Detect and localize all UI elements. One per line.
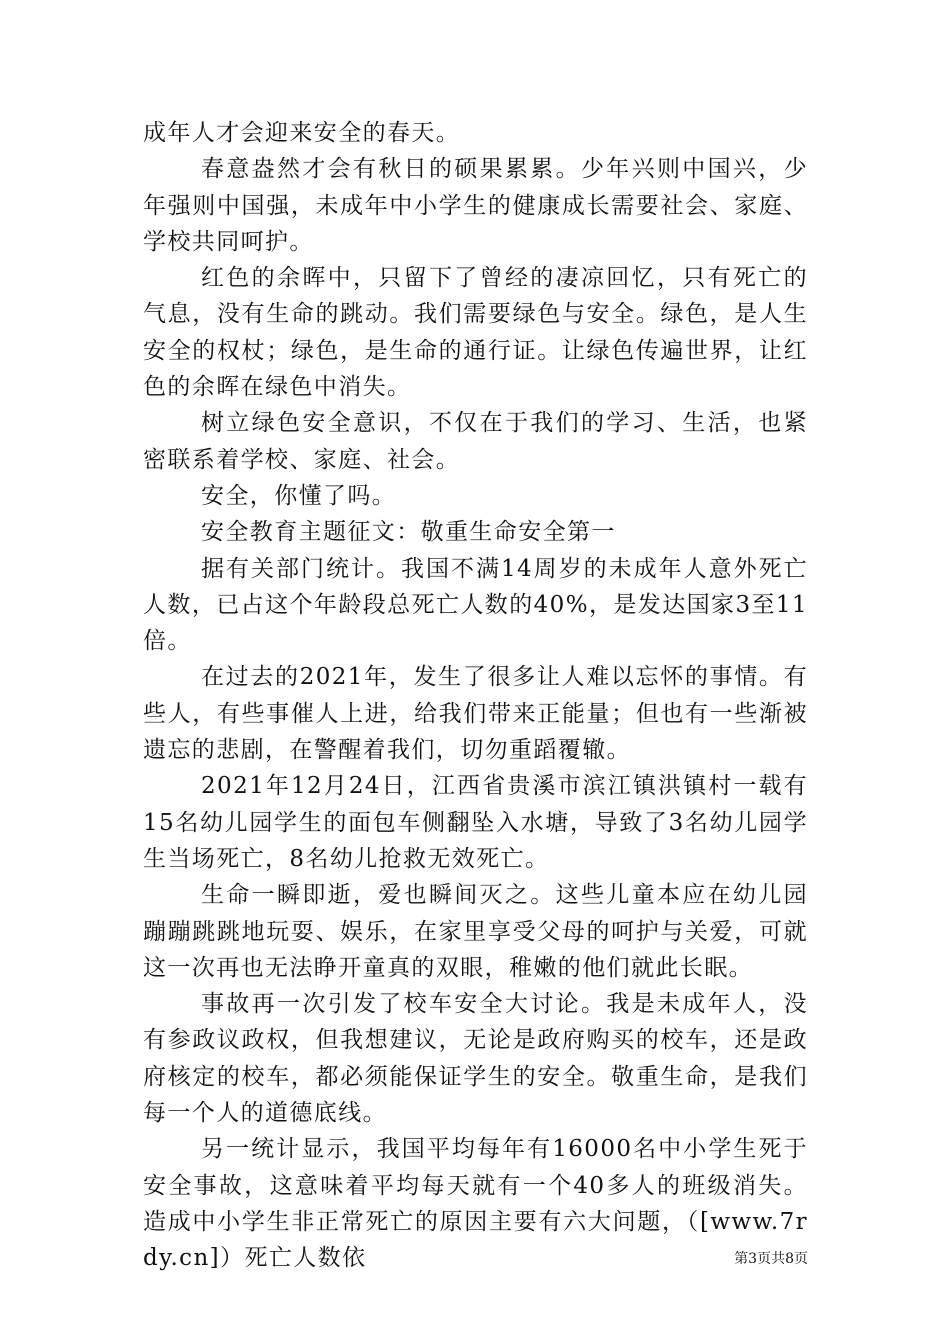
paragraph: 在过去的2021年，发生了很多让人难以忘怀的事情。有些人，有些事催人上进，给我们带来正能量；但也有一些渐被遗忘的悲剧，在警醒着我们，切勿重蹈覆辙。 [143, 664, 808, 764]
document-body [143, 115, 808, 1277]
essay-title: 安全教育主题征文：敬重生命安全第一 [201, 519, 616, 546]
paragraph-continuation: 成年人才会迎来安全的春天。 [143, 120, 461, 146]
paragraph: 春意盎然才会有秋日的硕果累累。少年兴则中国兴，少年强则中国强，未成年中小学生的健康成长需要社会、家庭、学校共同呵护。 [143, 156, 808, 255]
paragraph: 树立绿色安全意识，不仅在于我们的学习、生活，也紧密联系着学校、家庭、社会。 [143, 410, 808, 473]
paragraph: 2021年12月24日，江西省贵溪市滨江镇洪镇村一载有15名幼儿园学生的面包车侧翻坠入水塘，导致了3名幼儿园学生当场死亡，8名幼儿抢救无效死亡。 [143, 773, 808, 872]
paragraph: 红色的余晖中，只留下了曾经的凄凉回忆，只有死亡的气息，没有生命的跳动。我们需要绿色与安全。绿色，是人生安全的权杖；绿色，是生命的通行证。让绿色传遍世界，让红色的余晖在绿色中消失。 [143, 265, 808, 401]
page-number: 第3页共8页 [734, 1251, 808, 1267]
paragraph: 生命一瞬即逝，爱也瞬间灭之。这些儿童本应在幼儿园蹦蹦跳跳地玩耍、娱乐，在家里享受父母的呵护与关爱，可就这一次再也无法睁开童真的双眼，稚嫩的他们就此长眠。 [143, 882, 808, 981]
paragraph: 事故再一次引发了校车安全大讨论。我是未成年人，没有参政议政权，但我想建议，无论是政府购买的校车，还是政府核定的校车，都必须能保证学生的安全。敬重生命，是我们每一个人的道德底线。 [143, 991, 808, 1127]
paragraph: 据有关部门统计。我国不满14周岁的未成年人意外死亡人数，已占这个年龄段总死亡人数的40%，是发达国家3至11倍。 [143, 555, 808, 655]
paragraph: 安全，你懂了吗。 [201, 482, 397, 509]
paragraph: 另一统计显示，我国平均每年有16000名中小学生死于安全事故，这意味着平均每天就有一个40多人的班级消失。造成中小学生非正常死亡的原因主要有六大问题，（[www.7rdy.cn]）死亡人数依 [143, 1136, 808, 1272]
